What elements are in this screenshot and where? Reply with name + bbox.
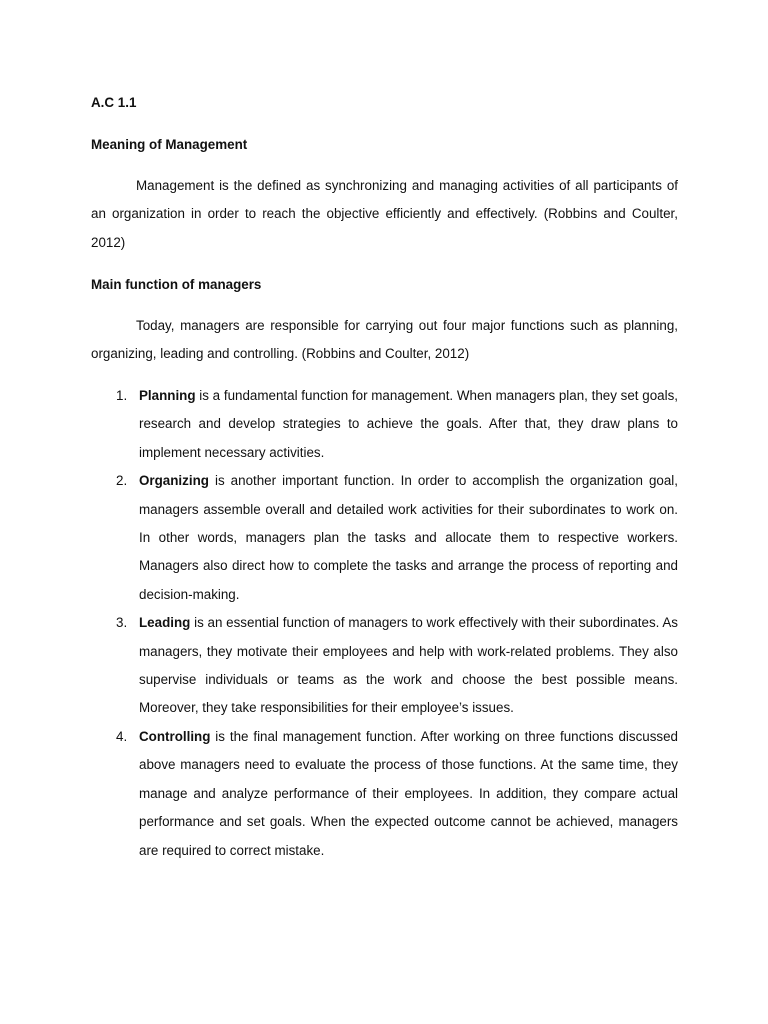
section-code: A.C 1.1 <box>91 95 137 110</box>
term-organizing: Organizing <box>139 473 209 489</box>
list-number: 3. <box>116 615 128 631</box>
list-item-text: is an essential function of managers to work effectively with their subordinates. As managers, they motivate their employees and help with work-related problems. They also supervise individuals or teams as the work and choose the best possible means. Moreover, they take responsibilities for their employee’s issues. <box>139 615 678 716</box>
list-item-text: is the final management function. After working on three functions discussed above managers need to evaluate the process of those functions. At the same time, they manage and analyze performance of their employees. In addition, they compare actual performance and set goals. When the expected outcome cannot be achieved, managers are required to correct mistake. <box>139 728 678 858</box>
list-number: 2. <box>116 473 128 489</box>
term-controlling: Controlling <box>139 728 211 744</box>
list-number: 1. <box>116 388 128 403</box>
paragraph-functions <box>91 312 678 369</box>
paragraph-meaning <box>91 172 678 257</box>
term-leading: Leading <box>139 615 191 631</box>
list-item-text: is a fundamental function for management. When managers plan, they set goals, research and develop strategies to achieve the goals. After that, they draw plans to implement necessary activities. <box>139 388 678 460</box>
heading-meaning-of-management: Meaning of Management <box>91 137 248 152</box>
paragraph-functions-text: Today, managers are responsible for carrying out four major functions such as planning, organizing, leading and controlling. (Robbins and Coulter, 2012) <box>91 318 678 362</box>
functions-list <box>91 382 678 865</box>
paragraph-meaning-text: Management is the defined as synchronizing and managing activities of all participants of an organization in order to reach the objective efficiently and effectively. (Robbins and Coulter, 2012) <box>91 178 678 250</box>
list-item-text: is another important function. In order to accomplish the organization goal, managers assemble overall and detailed work activities for their subordinates to work on. In other words, managers plan the tasks and allocate them to respective workers. Managers also direct how to complete the tasks and arrange the process of reporting and decision-making. <box>139 473 678 602</box>
list-item-organizing <box>91 467 678 609</box>
heading-main-function: Main function of managers <box>91 277 262 292</box>
term-planning: Planning <box>139 388 196 403</box>
list-item-controlling <box>91 723 678 865</box>
list-item-planning <box>91 382 678 467</box>
list-number: 4. <box>116 728 128 744</box>
list-item-leading <box>91 609 678 723</box>
